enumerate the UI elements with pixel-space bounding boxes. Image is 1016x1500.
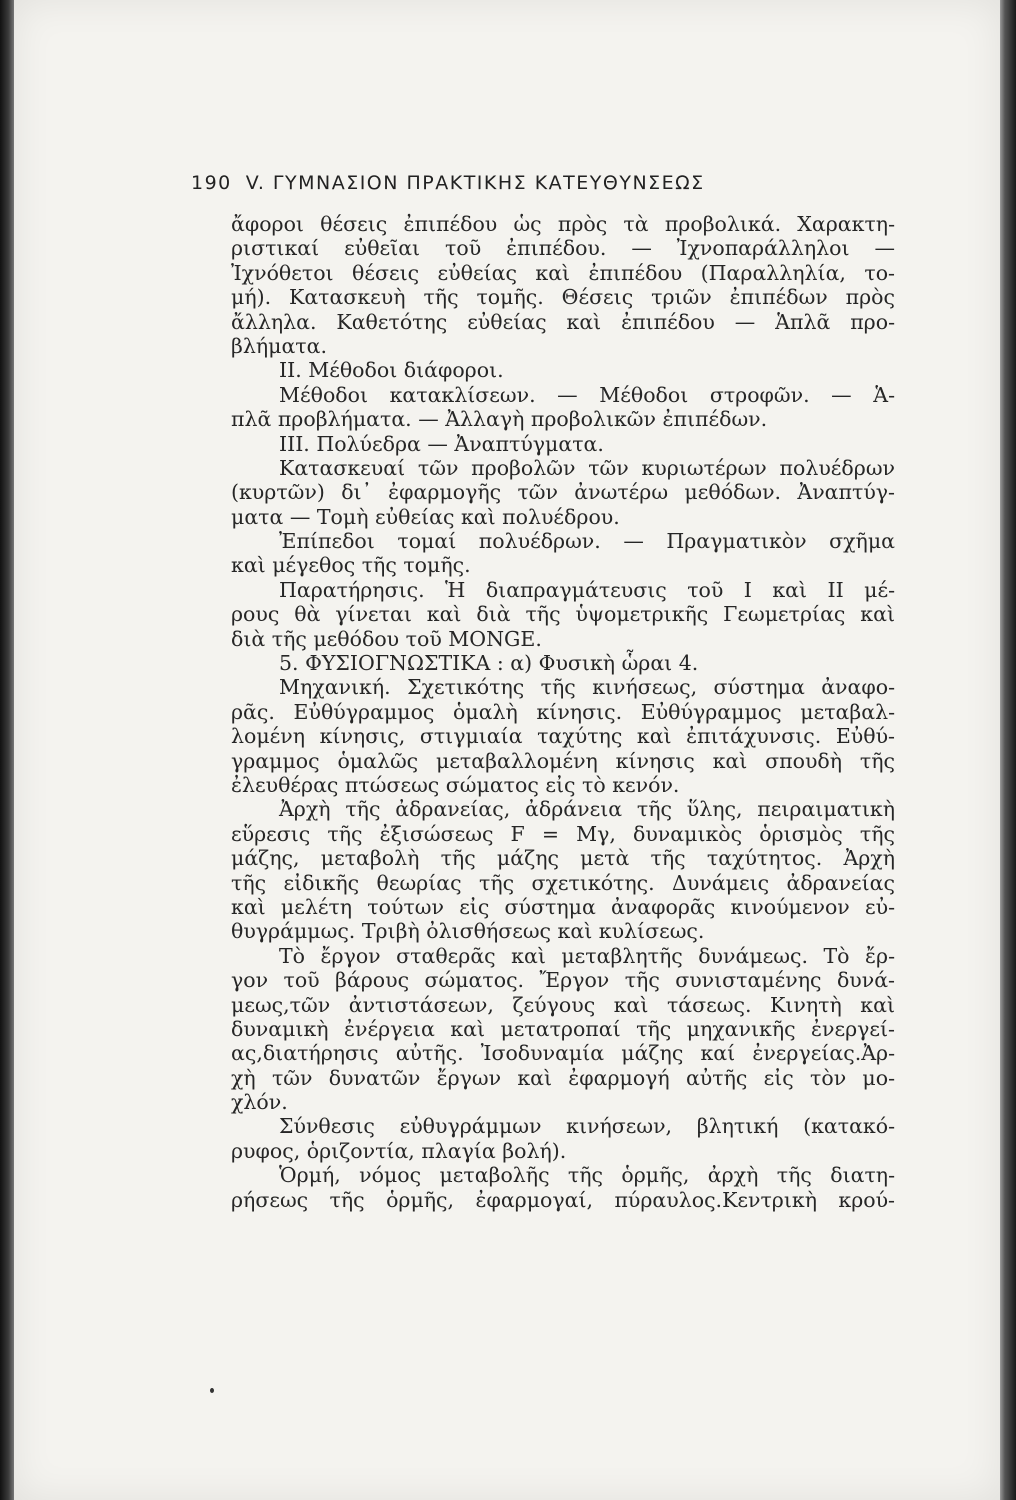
page-number: 190 <box>191 172 232 194</box>
text-line: μεως,τῶν ἀντιστάσεων, ζεύγους καὶ τάσεως. Κινητὴ καὶ <box>231 992 895 1017</box>
body-text <box>231 212 895 1212</box>
text-line: λομένη κίνησις, στιγμιαία ταχύτης καὶ ἐπιτάχυνσις. Εὐθύ- <box>231 724 895 749</box>
text-line: ΙΙΙ. Πολύεδρα — Ἀναπτύγματα. <box>279 431 604 456</box>
text-line: ματα — Τομὴ εὐθείας καὶ πολυέδρου. <box>231 504 620 529</box>
text-line: Τὸ ἔργον σταθερᾶς καὶ μεταβλητῆς δυνάμεως. Τὸ ἔρ- <box>279 943 895 968</box>
text-line: Μέθοδοι κατακλίσεων. — Μέθοδοι στροφῶν. — Ἁ- <box>279 382 895 407</box>
text-line: χλόν. <box>231 1090 288 1115</box>
text-line: καὶ μελέτη τούτων εἰς σύστημα ἀναφορᾶς κινούμενον εὐ- <box>231 894 895 919</box>
text-line: καὶ μέγεθος τῆς τομῆς. <box>231 553 471 578</box>
text-line: ἄφοροι θέσεις ἐπιπέδου ὡς πρὸς τὰ προβολικά. Χαρακτη- <box>231 212 895 236</box>
ink-speck <box>210 1388 214 1393</box>
book-page <box>14 0 1000 1500</box>
text-line: πλᾶ προβλήματα. — Ἀλλαγὴ προβολικῶν ἐπιπέδων. <box>231 407 768 432</box>
scan-left-edge <box>0 0 14 1500</box>
text-line: δυναμικὴ ἐνέργεια καὶ μετατροπαί τῆς μηχανικῆς ἐνεργεί- <box>231 1016 895 1041</box>
text-line: ρους θὰ γίνεται καὶ διὰ τῆς ὑψομετρικῆς Γεωμετρίας καὶ <box>231 602 895 627</box>
text-line: γον τοῦ βάρους σώματος. Ἔργον τῆς συνισταμένης δυνά- <box>231 968 895 993</box>
running-header <box>191 172 705 194</box>
text-line: ρήσεως τῆς ὁρμῆς, ἐφαρμογαί, πύραυλος.Κεντρικὴ κρού- <box>231 1187 895 1212</box>
text-line: Ὁρμή, νόμος μεταβολῆς τῆς ὁρμῆς, ἀρχὴ τῆς διατη- <box>279 1163 895 1188</box>
text-line: ριστικαί εὐθεῖαι τοῦ ἐπιπέδου. — Ἰχνοπαράλληλοι — <box>231 236 895 261</box>
scan-right-edge <box>1000 0 1016 1500</box>
text-line: ΙΙ. Μέθοδοι διάφοροι. <box>279 358 504 383</box>
text-line: εὕρεσις τῆς ἐξισώσεως F = Mγ, δυναμικὸς ὁρισμὸς τῆς <box>231 821 895 846</box>
text-line: ἐλευθέρας πτώσεως σώματος εἰς τὸ κενόν. <box>231 772 680 797</box>
text-line: 5. ΦΥΣΙΟΓΝΩΣΤΙΚΑ : α) Φυσικὴ ὧραι 4. <box>279 651 699 676</box>
text-line: μή). Κατασκευὴ τῆς τομῆς. Θέσεις τριῶν ἐπιπέδων πρὸς <box>231 285 895 310</box>
text-line: Ἀρχὴ τῆς ἀδρανείας, ἀδράνεια τῆς ὕλης, πειραιματικὴ <box>279 797 895 822</box>
text-line: ας,διατήρησις αὐτῆς. Ἰσοδυναμία μάζης καί ἐνεργείας.Ἀρ- <box>231 1041 895 1066</box>
text-line: Σύνθεσις εὐθυγράμμων κινήσεων, βλητική (κατακό- <box>279 1114 895 1139</box>
text-line: ἄλληλα. Καθετότης εὐθείας καὶ ἐπιπέδου — Ἁπλᾶ προ- <box>231 309 895 334</box>
running-title: V. ΓΥΜΝΑΣΙΟΝ ΠΡΑΚΤΙΚΗΣ ΚΑΤΕΥΘΥΝΣΕΩΣ <box>245 172 705 194</box>
text-line: βλήματα. <box>231 333 327 358</box>
text-line: τῆς εἰδικῆς θεωρίας τῆς σχετικότης. Δυνάμεις ἀδρανείας <box>231 870 895 895</box>
text-line: ρᾶς. Εὐθύγραμμος ὁμαλὴ κίνησις. Εὐθύγραμμος μεταβαλ- <box>231 699 895 724</box>
text-line: διὰ τῆς μεθόδου τοῦ MONGE. <box>231 626 542 651</box>
text-line: μάζης, μεταβολὴ τῆς μάζης μετὰ τῆς ταχύτητος. Ἀρχὴ <box>231 846 895 871</box>
text-line: Κατασκευαί τῶν προβολῶν τῶν κυριωτέρων πολυέδρων <box>279 455 895 480</box>
text-line: Ἰχνόθετοι θέσεις εὐθείας καὶ ἐπιπέδου (Παραλληλία, το- <box>231 260 895 285</box>
text-line: θυγράμμως. Τριβὴ ὀλισθήσεως καὶ κυλίσεως. <box>231 919 705 944</box>
text-line: Μηχανική. Σχετικότης τῆς κινήσεως, σύστημα ἀναφο- <box>279 675 895 700</box>
text-line: ρυφος, ὁριζοντία, πλαγία βολή). <box>231 1138 567 1163</box>
text-line: (κυρτῶν) δι᾿ ἐφαρμογῆς τῶν ἀνωτέρω μεθόδων. Ἀναπτύγ- <box>231 480 895 505</box>
text-line: Παρατήρησις. Ἡ διαπραγμάτευσις τοῦ Ι καὶ ΙΙ μέ- <box>279 577 895 602</box>
text-line: Ἐπίπεδοι τομαί πολυέδρων. — Πραγματικὸν σχῆμα <box>279 529 895 554</box>
text-line: χὴ τῶν δυνατῶν ἔργων καὶ ἐφαρμογή αὐτῆς εἰς τὸν μο- <box>231 1065 895 1090</box>
text-line: γραμμος ὁμαλῶς μεταβαλλομένη κίνησις καὶ σπουδὴ τῆς <box>231 748 895 773</box>
